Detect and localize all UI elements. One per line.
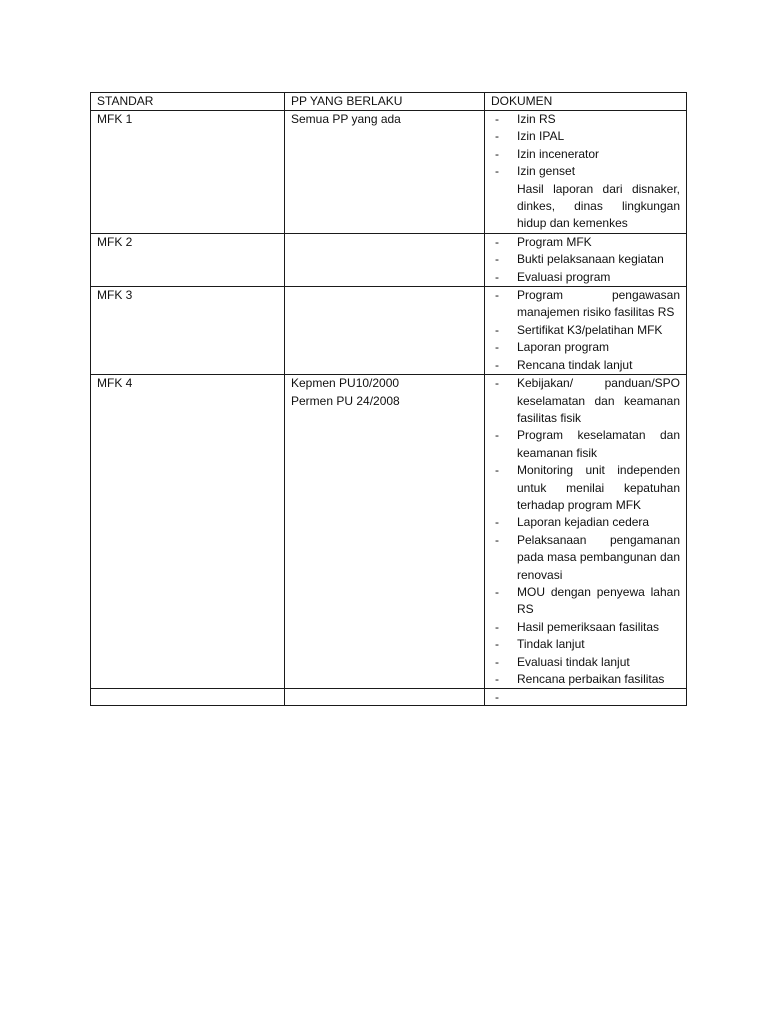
table-row xyxy=(91,287,687,375)
dokumen-cell xyxy=(485,287,687,375)
header-dokumen: DOKUMEN xyxy=(485,93,687,111)
dokumen-item: - Izin incenerator xyxy=(491,146,680,163)
dokumen-item: - Izin IPAL xyxy=(491,128,680,145)
dokumen-item: - Program keselamatan dan keamanan fisik xyxy=(491,427,680,462)
standards-table xyxy=(90,92,687,706)
table-row xyxy=(91,111,687,234)
dokumen-cell xyxy=(485,111,687,234)
dokumen-item: - Pelaksanaan pengamanan pada masa pembangunan dan renovasi xyxy=(491,532,680,584)
header-standar: STANDAR xyxy=(91,93,285,111)
dokumen-cell xyxy=(485,375,687,689)
dokumen-item: - Hasil pemeriksaan fasilitas xyxy=(491,619,680,636)
standar-cell: MFK 4 xyxy=(91,375,285,689)
standar-cell: MFK 2 xyxy=(91,233,285,286)
dokumen-list xyxy=(491,287,680,374)
dokumen-item: - Program MFK xyxy=(491,234,680,251)
dokumen-item: - MOU dengan penyewa lahan RS xyxy=(491,584,680,619)
standar-cell xyxy=(91,689,285,706)
dokumen-list xyxy=(491,375,680,688)
dokumen-item: - Rencana tindak lanjut xyxy=(491,357,680,374)
dokumen-item: - Program pengawasan manajemen risiko fasilitas RS xyxy=(491,287,680,322)
dokumen-item: - Laporan kejadian cedera xyxy=(491,514,680,531)
dokumen-item: - Kebijakan/ panduan/SPO keselamatan dan keamanan fasilitas fisik xyxy=(491,375,680,427)
pp-cell xyxy=(285,111,485,234)
dokumen-list xyxy=(491,111,680,233)
standar-cell: MFK 3 xyxy=(91,287,285,375)
pp-cell xyxy=(285,287,485,375)
pp-item: Kepmen PU10/2000 xyxy=(291,376,400,391)
dokumen-item: - Evaluasi program xyxy=(491,269,680,286)
dokumen-item: - Bukti pelaksanaan kegiatan xyxy=(491,251,680,268)
dokumen-item: Hasil laporan dari disnaker, dinkes, dinas lingkungan hidup dan kemenkes xyxy=(517,181,680,231)
table-row-empty xyxy=(91,689,687,706)
dokumen-item: - Izin RS xyxy=(491,111,680,128)
pp-item: Semua PP yang ada xyxy=(291,112,401,126)
dokumen-list xyxy=(491,234,680,286)
pp-item: Permen PU 24/2008 xyxy=(291,393,400,408)
table-header-row xyxy=(91,93,687,111)
dokumen-item: - Izin genset xyxy=(491,163,680,180)
dokumen-item: - Rencana perbaikan fasilitas xyxy=(491,671,680,688)
standar-cell: MFK 1 xyxy=(91,111,285,234)
dokumen-cell xyxy=(485,689,687,706)
header-pp-yang-berlaku: PP YANG BERLAKU xyxy=(285,93,485,111)
dokumen-item: - Monitoring unit independen untuk menilai kepatuhan terhadap program MFK xyxy=(491,462,680,514)
dokumen-cell xyxy=(485,233,687,286)
table-row xyxy=(91,375,687,689)
pp-cell xyxy=(285,375,485,689)
pp-cell xyxy=(285,689,485,706)
dokumen-item: - Evaluasi tindak lanjut xyxy=(491,654,680,671)
table-row xyxy=(91,233,687,286)
pp-cell xyxy=(285,233,485,286)
dokumen-item: - Sertifikat K3/pelatihan MFK xyxy=(491,322,680,339)
dokumen-item: - Laporan program xyxy=(491,339,680,356)
dokumen-item: - Tindak lanjut xyxy=(491,636,680,653)
